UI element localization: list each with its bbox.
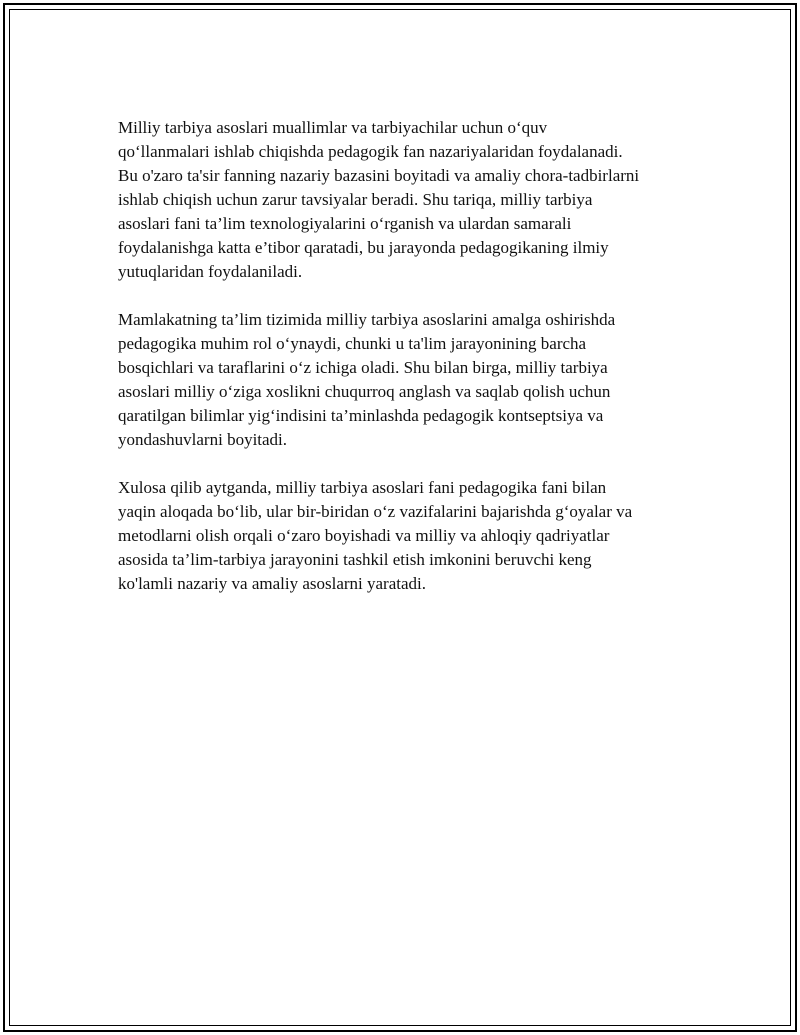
paragraph-1: Milliy tarbiya asoslari muallimlar va tarbiyachilar uchun o‘quv qo‘llanmalari ishlab chiqishda pedagogik fan nazariyalaridan foydalanadi. Bu o'zaro ta'sir fanning nazariy bazasini boyitadi va amaliy chora-tadbirlarni ishlab chiqish uchun zarur tavsiyalar beradi. Shu tariqa, milliy tarbiya asoslari fani ta’lim texnologiyalarini o‘rganish va ulardan samarali foydalanishga katta e’tibor qaratadi, bu jarayonda pedagogikaning ilmiy yutuqlaridan foydalaniladi. xyxy=(118,118,640,281)
paragraph-3: Xulosa qilib aytganda, milliy tarbiya asoslari fani pedagogika fani bilan yaqin aloqada bo‘lib, ular bir-biridan o‘z vazifalarini bajarishda g‘oyalar va metodlarni olish orqali o‘zaro boyishadi va milliy va ahloqiy qadriyatlar asosida ta’lim-tarbiya jarayonini tashkil etish imkonini beruvchi keng ko'lamli nazariy va amaliy asoslarni yaratadi. xyxy=(118,478,633,593)
document-body xyxy=(118,116,708,620)
paragraph-2: Mamlakatning ta’lim tizimida milliy tarbiya asoslarini amalga oshirishda pedagogika muhim rol o‘ynaydi, chunki u ta'lim jarayonining barcha bosqichlari va taraflarini o‘z ichiga oladi. Shu bilan birga, milliy tarbiya asoslari milliy o‘ziga xoslikni chuqurroq anglash va saqlab qolish uchun qaratilgan bilimlar yig‘indisini ta’minlashda pedagogik kontseptsiya va yondashuvlarni boyitadi. xyxy=(118,310,616,449)
